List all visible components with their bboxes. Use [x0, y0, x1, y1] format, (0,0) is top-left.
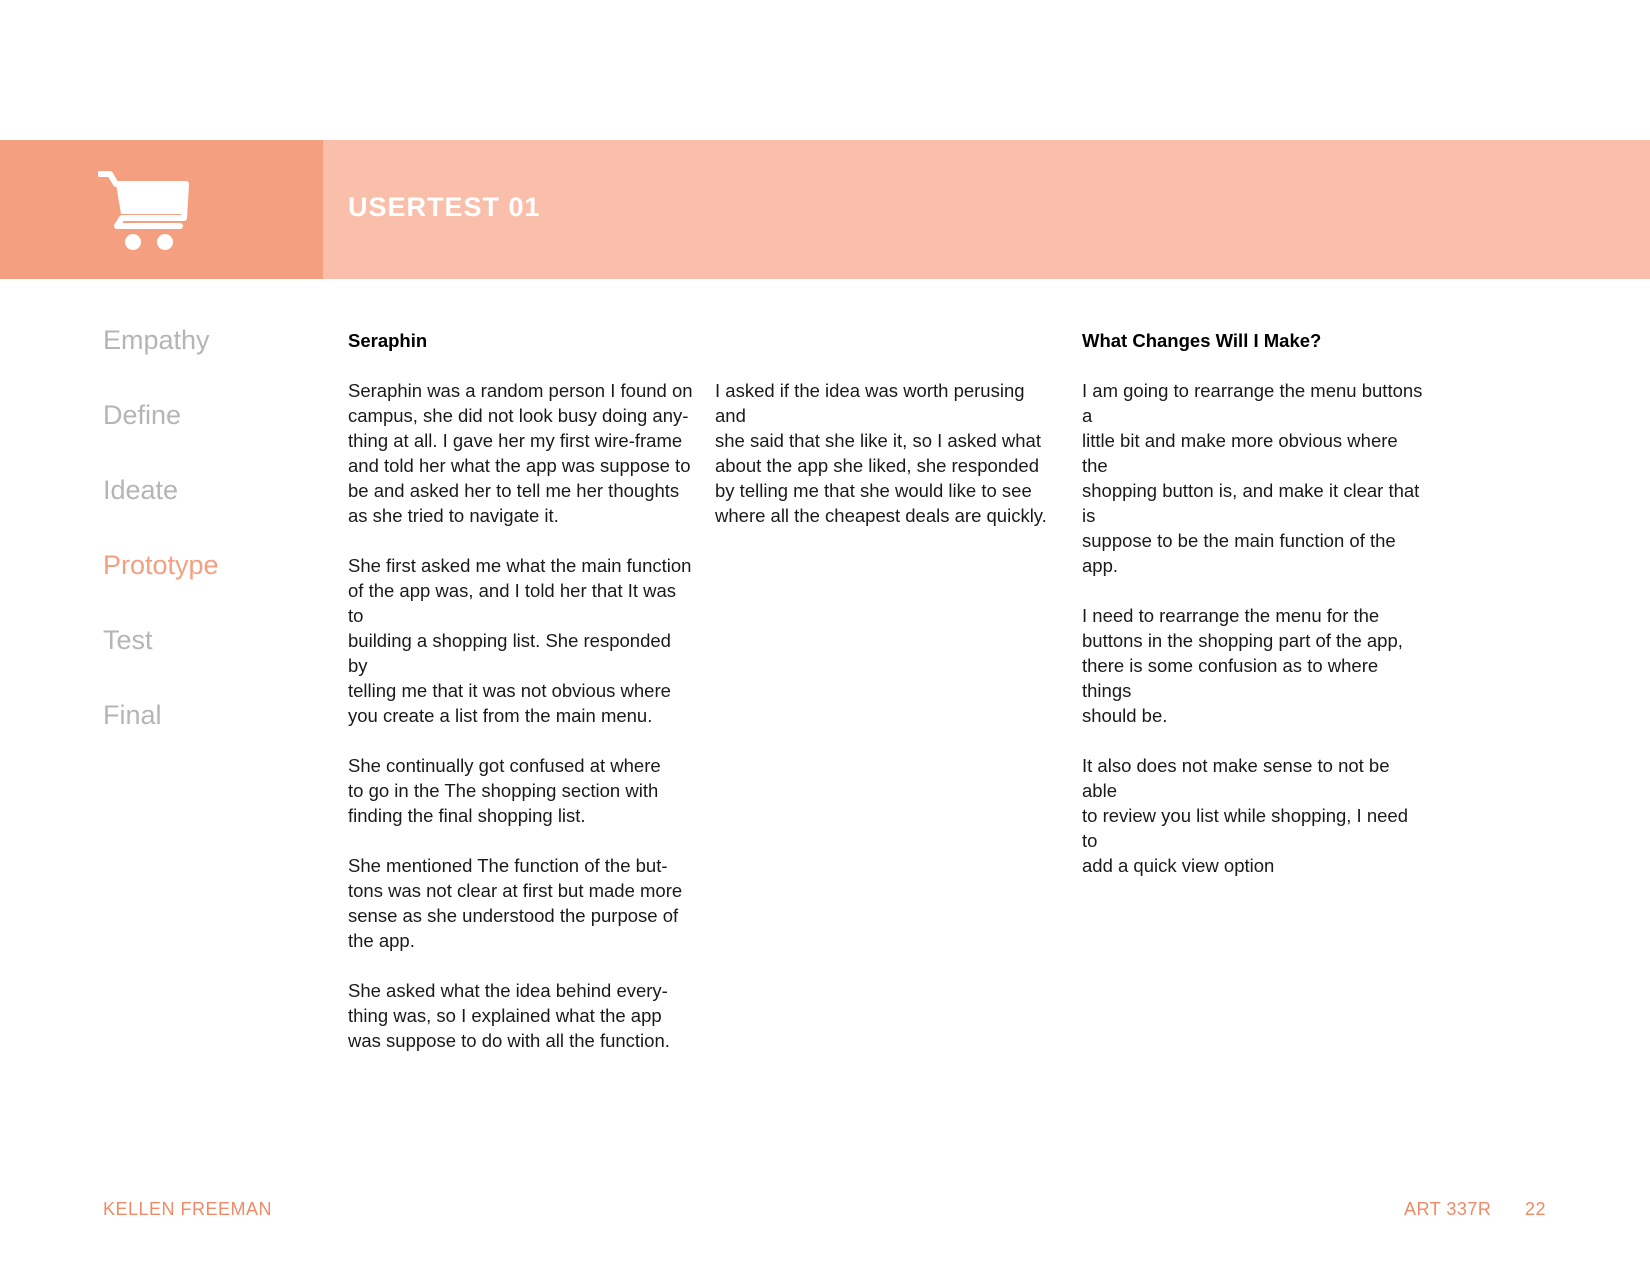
section-nav [103, 320, 303, 770]
nav-item-test[interactable]: Test [103, 625, 153, 655]
shopping-cart-icon [98, 170, 192, 254]
page-title: USERTEST 01 [348, 192, 541, 222]
column-heading: Seraphin [348, 330, 428, 351]
column-heading: What Changes Will I Make? [1082, 330, 1322, 351]
content-column-2 [715, 378, 1060, 553]
page-number: 22 [1525, 1199, 1547, 1219]
paragraph: She mentioned The function of the but- tons was not clear at first but made more sense as she understood the purpose of the app. [348, 855, 683, 951]
nav-item-ideate[interactable]: Ideate [103, 475, 179, 505]
footer-author: KELLEN FREEMAN [103, 1199, 273, 1219]
paragraph: She first asked me what the main function of the app was, and I told her that It was to building a shopping list. She responded by telling me that it was not obvious where you create a list from the main menu. [348, 555, 692, 726]
paragraph: Seraphin was a random person I found on campus, she did not look busy doing any- thing at all. I gave her my first wire-frame and told her what the app was suppose to be and asked her to tell me her thoughts as she tried to navigate it. [348, 380, 693, 526]
nav-item-define[interactable]: Define [103, 400, 182, 430]
nav-item-final[interactable]: Final [103, 700, 162, 730]
content-column-1 [348, 328, 693, 1078]
paragraph: I am going to rearrange the menu buttons a little bit and make more obvious where the shopping button is, and make it clear that is suppose to be the main function of the app. [1082, 380, 1423, 576]
paragraph: It also does not make sense to not be able to review you list while shopping, I need to add a quick view option [1082, 755, 1408, 876]
paragraph: I asked if the idea was worth perusing and she said that she like it, so I asked what about the app she liked, she responded by telling me that she would like to see where all the cheapest deals are quickly. [715, 380, 1047, 526]
paragraph: She continually got confused at where to go in the The shopping section with finding the final shopping list. [348, 755, 661, 826]
footer-course: ART 337R [1404, 1199, 1492, 1219]
nav-item-empathy[interactable]: Empathy [103, 325, 210, 355]
content-column-3 [1082, 328, 1427, 903]
nav-item-prototype[interactable]: Prototype [103, 550, 219, 580]
header-icon-box [0, 140, 323, 279]
paragraph: I need to rearrange the menu for the buttons in the shopping part of the app, there is some confusion as to where things should be. [1082, 605, 1403, 726]
paragraph: She asked what the idea behind every- thing was, so I explained what the app was suppose to do with all the function. [348, 980, 670, 1051]
header-banner [0, 140, 1650, 279]
